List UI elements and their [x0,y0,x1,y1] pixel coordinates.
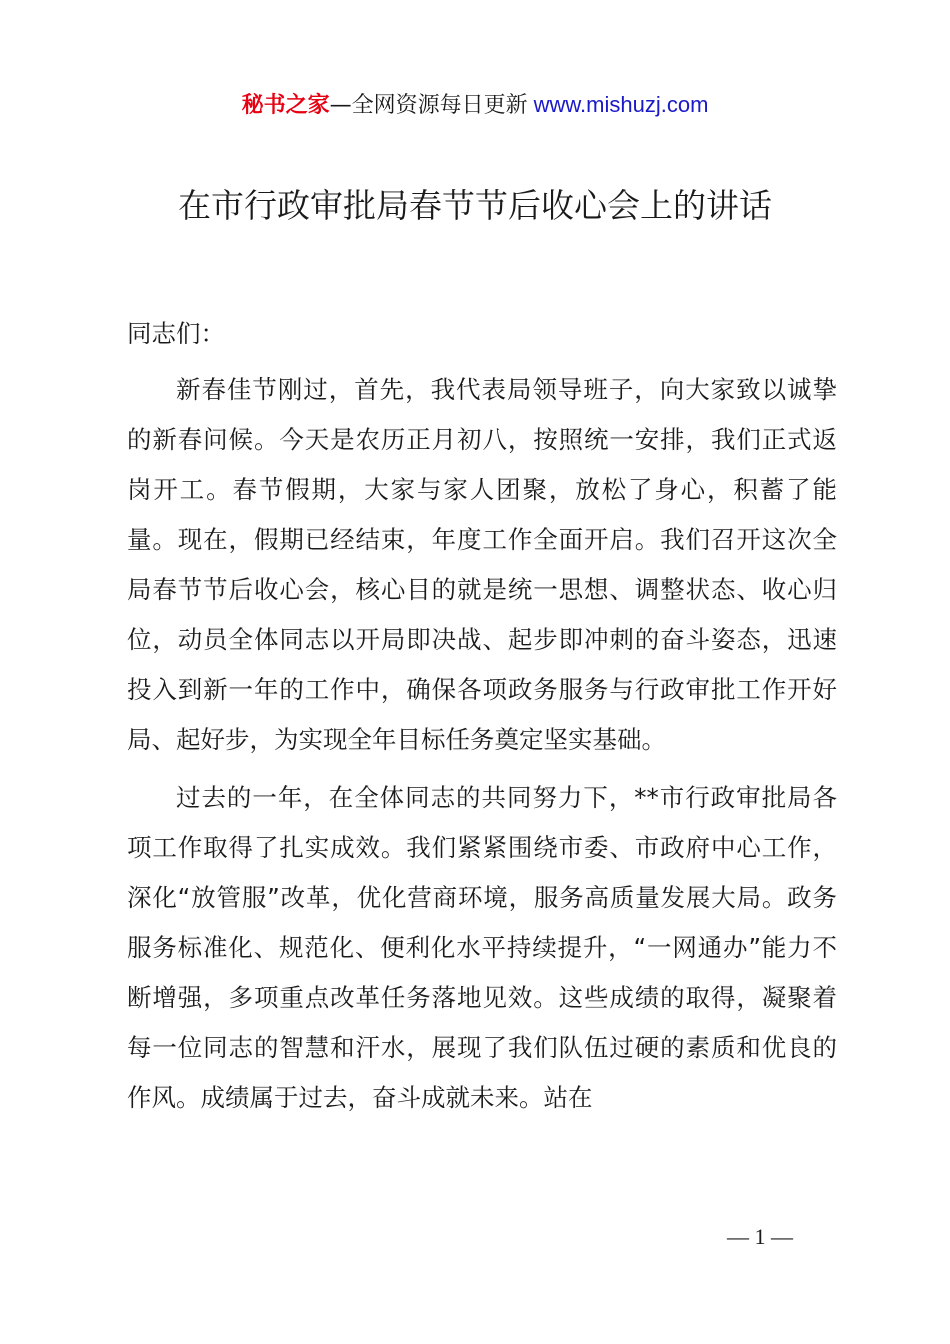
brand-name: 秘书之家 [241,93,330,118]
header-tagline: —全网资源每日更新 [329,93,528,118]
site-url-link[interactable]: www.mishuzj.com [533,92,709,117]
site-header [0,88,950,123]
document-body [127,309,837,1123]
salutation: 同志们： [127,319,225,348]
body-paragraph: 新春佳节刚过，首先，我代表局领导班子，向大家致以诚挚的新春问候。今天是农历正月初八，按照统一安排，我们正式返岗开工。春节假期，大家与家人团聚，放松了身心，积蓄了能量。现在，假期已经结束，年度工作全面开启。我们召开这次全局春节节后收心会，核心目的就是统一思想、调整状态、收心归位，动员全体同志以开局即决战、起步即冲刺的奋斗姿态，迅速投入到新一年的工作中，确保各项政务服务与行政审批工作开好局、起好步，为实现全年目标任务奠定坚实基础。 [127,375,837,754]
page-number: — 1 — [727,1224,793,1249]
document-title: 在市行政审批局春节节后收心会上的讲话 [178,186,772,225]
body-paragraph: 过去的一年，在全体同志的共同努力下，**市行政审批局各项工作取得了扎实成效。我们紧紧围绕市委、市政府中心工作，深化“放管服”改革，优化营商环境，服务高质量发展大局。政务服务标准化、规范化、便利化水平持续提升，“一网通办”能力不断增强，多项重点改革任务落地见效。这些成绩的取得，凝聚着每一位同志的智慧和汗水，展现了我们队伍过硬的素质和优良的作风。成绩属于过去，奋斗成就未来。站在 [127,783,837,1112]
